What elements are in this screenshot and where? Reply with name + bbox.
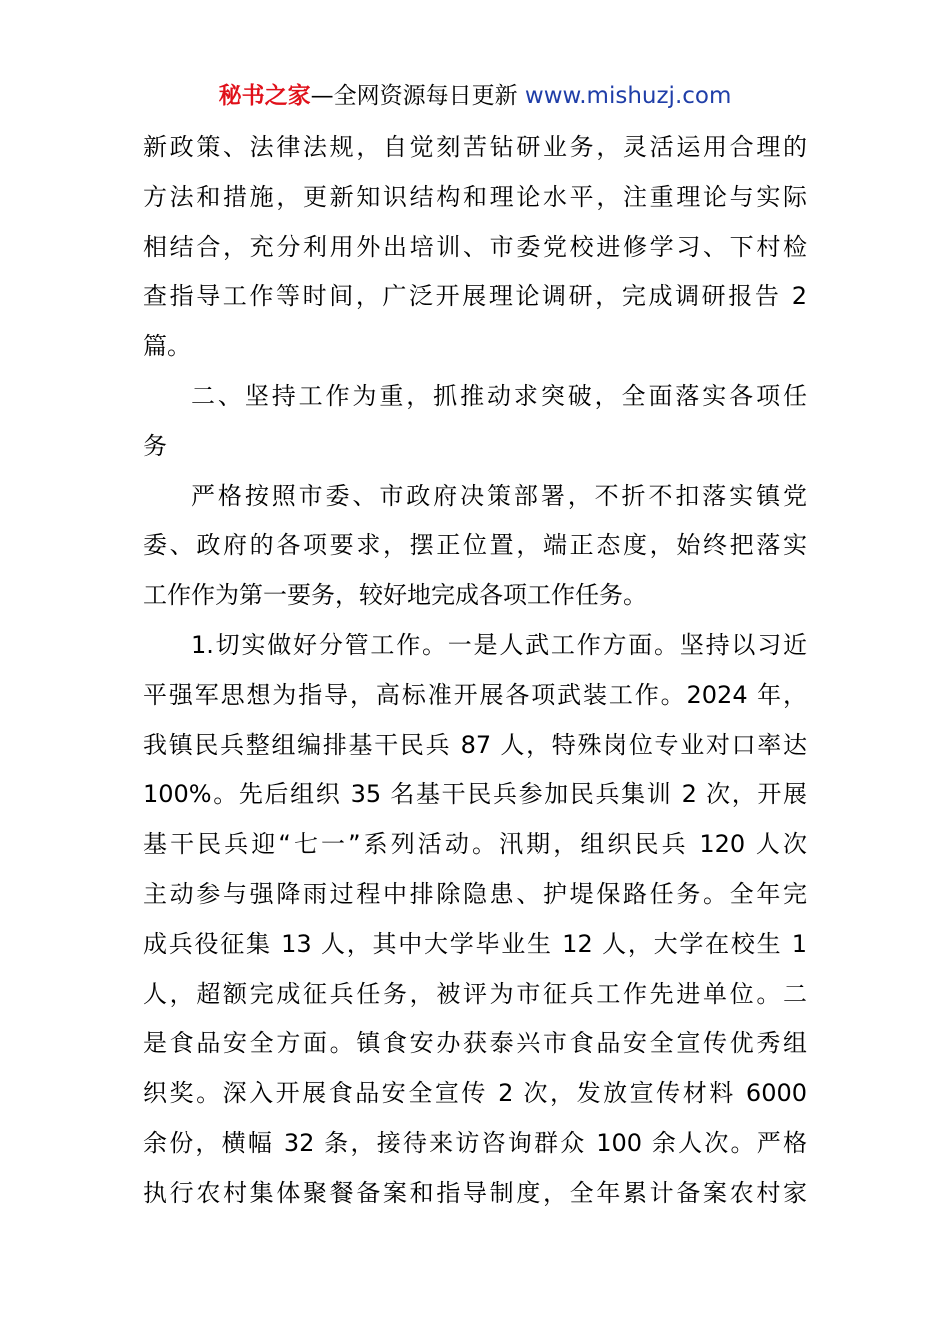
text-line: 我镇民兵整组编排基干民兵 87 人，特殊岗位专业对口率达: [143, 730, 807, 759]
text-line: 成兵役征集 13 人，其中大学毕业生 12 人，大学在校生 1: [143, 929, 807, 958]
text-line: 是食品安全方面。镇食安办获泰兴市食品安全宣传优秀组: [143, 1029, 807, 1058]
text-line: 执行农村集体聚餐备案和指导制度，全年累计备案农村家: [143, 1178, 807, 1207]
site-header: [0, 80, 950, 112]
site-url[interactable]: www.mishuzj.com: [524, 83, 732, 109]
section-heading-line: 二、坚持工作为重，抓推动求突破，全面落实各项任: [191, 381, 807, 410]
site-tagline: —全网资源每日更新: [310, 83, 525, 109]
section-heading-line: 务: [143, 431, 167, 460]
text-line: 基干民兵迎“七一”系列活动。汛期，组织民兵 120 人次: [143, 830, 807, 859]
text-line: 方法和措施，更新知识结构和理论水平，注重理论与实际: [143, 182, 807, 211]
text-line: 查指导工作等时间，广泛开展理论调研，完成调研报告 2: [143, 282, 807, 311]
text-line: 新政策、法律法规，自觉刻苦钻研业务，灵活运用合理的: [143, 133, 807, 161]
text-line: 工作作为第一要务，较好地完成各项工作任务。: [143, 581, 647, 610]
text-line: 相结合，充分利用外出培训、市委党校进修学习、下村检: [143, 232, 807, 261]
text-line: 织奖。深入开展食品安全宣传 2 次，发放宣传材料 6000: [143, 1079, 807, 1108]
text-line: 主动参与强降雨过程中排除隐患、护堤保路任务。全年完: [143, 879, 807, 908]
text-line: 人，超额完成征兵任务，被评为市征兵工作先进单位。二: [143, 979, 807, 1008]
site-brand: 秘书之家: [218, 83, 311, 109]
text-line: 余份，横幅 32 条，接待来访咨询群众 100 余人次。严格: [143, 1128, 807, 1157]
text-line: 1.切实做好分管工作。一是人武工作方面。坚持以习近: [191, 630, 807, 659]
text-line: 严格按照市委、市政府决策部署，不折不扣落实镇党: [191, 481, 807, 510]
text-line: 篇。: [143, 332, 191, 361]
text-line: 平强军思想为指导，高标准开展各项武装工作。2024 年，: [143, 680, 807, 709]
document-body: [143, 123, 807, 1219]
text-line: 委、政府的各项要求，摆正位置，端正态度，始终把落实: [143, 531, 807, 560]
text-line: 100%。先后组织 35 名基干民兵参加民兵集训 2 次，开展: [143, 780, 807, 809]
